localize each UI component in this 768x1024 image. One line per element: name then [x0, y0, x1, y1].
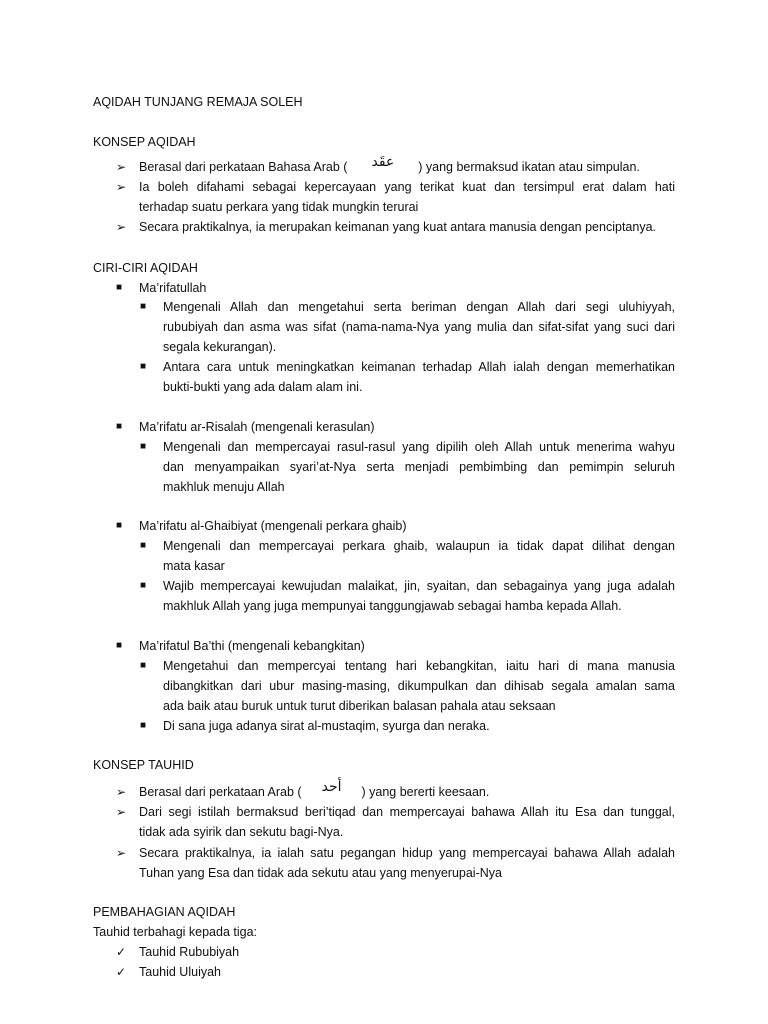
ciri-s2-a-line-1: Mengenali dan mempercayai rasul-rasul yang dipilih oleh Allah untuk menerima wahyu: [163, 440, 675, 454]
ciri-s1-b-line-1: Antara cara untuk meningkatkan keimanan terhadap Allah ialah dengan memerhatikan: [163, 360, 675, 374]
ciri-s1-b-line-2: bukti-bukti yang ada dalam alam ini.: [163, 380, 363, 394]
arrow-bullet-icon: ➢: [116, 160, 127, 174]
square-bullet-icon: ■: [140, 361, 147, 372]
ciri-section-4-title: Ma’rifatul Ba’thi (mengenali kebangkitan): [139, 639, 365, 653]
ciri-section-1-title: Ma’rifatullah: [139, 281, 207, 295]
item-text: Berasal dari perkataan Arab (: [139, 785, 302, 799]
arabic-word: عقَد: [371, 154, 395, 170]
ciri-ciri-heading: CIRI-CIRI AQIDAH: [93, 261, 198, 275]
square-bullet-icon: ■: [116, 520, 123, 531]
ciri-s1-a-line-3: segala kekurangan).: [163, 340, 277, 354]
ciri-s3-b-line-1: Wajib mempercayai kewujudan malaikat, jin, syaitan, dan sebagainya yang juga adalah: [163, 579, 675, 593]
item-text: ) yang bermaksud ikatan atau simpulan.: [418, 160, 640, 174]
konsep-tauhid-item-2-line-2: tidak ada syirik dan sekutu bagi-Nya.: [139, 825, 344, 839]
ciri-s2-a-line-2: dan menyampaikan syari’at-Nya serta menjadi pembimbing dan pemimpin seluruh: [163, 460, 675, 474]
ciri-section-2-title: Ma’rifatu ar-Risalah (mengenali kerasulan): [139, 420, 375, 434]
ciri-s4-a-line-1: Mengetahui dan mempercyai tentang hari kebangkitan, iaitu hari di mana manusia: [163, 659, 675, 673]
square-bullet-icon: ■: [116, 640, 123, 651]
konsep-tauhid-item-1: [139, 779, 490, 802]
square-bullet-icon: ■: [140, 540, 147, 551]
konsep-tauhid-item-3-line-1: Secara praktikalnya, ia ialah satu pegangan hidup yang mempercayai bahawa Allah adalah: [139, 846, 675, 860]
konsep-tauhid-item-2-line-1: Dari segi istilah bermaksud beri’tiqad dan mempercayai bahawa Allah itu Esa dan tunggal,: [139, 805, 675, 819]
ciri-s1-a-line-1: Mengenali Allah dan mengetahui serta beriman dengan Allah dari segi uluhiyyah,: [163, 300, 675, 314]
ciri-s3-a-line-1: Mengenali dan mempercayai perkara ghaib, walaupun ia tidak dapat dilihat dengan: [163, 539, 675, 553]
arrow-bullet-icon: ➢: [116, 180, 127, 194]
check-icon: ✓: [116, 965, 127, 979]
square-bullet-icon: ■: [116, 282, 123, 293]
arrow-bullet-icon: ➢: [116, 785, 127, 799]
square-bullet-icon: ■: [140, 301, 147, 312]
arrow-bullet-icon: ➢: [116, 805, 127, 819]
konsep-tauhid-item-3-line-2: Tuhan yang Esa dan tidak ada sekutu atau yang menyerupai-Nya: [139, 866, 502, 880]
konsep-aqidah-item-1: [139, 154, 640, 177]
ciri-s2-a-line-3: makhluk menuju Allah: [163, 480, 285, 494]
ciri-s3-a-line-2: mata kasar: [163, 559, 225, 573]
square-bullet-icon: ■: [140, 660, 147, 671]
konsep-aqidah-item-2-line-1: Ia boleh difahami sebagai kepercayaan yang terikat kuat dan tersimpul erat dalam hati: [139, 180, 675, 194]
check-icon: ✓: [116, 945, 127, 959]
pembahagian-item-1: Tauhid Rububiyah: [139, 945, 240, 959]
konsep-aqidah-item-2-line-2: terhadap suatu perkara yang tidak mungkin terurai: [139, 200, 419, 214]
ciri-s4-a-line-3: ada baik atau buruk untuk turut diberikan balasan pahala atau seksaan: [163, 699, 556, 713]
document-title: AQIDAH TUNJANG REMAJA SOLEH: [93, 95, 303, 109]
item-text: Berasal dari perkataan Bahasa Arab (: [139, 160, 348, 174]
arrow-bullet-icon: ➢: [116, 846, 127, 860]
pembahagian-intro: Tauhid terbahagi kepada tiga:: [93, 925, 258, 939]
square-bullet-icon: ■: [140, 580, 147, 591]
pembahagian-heading: PEMBAHAGIAN AQIDAH: [93, 905, 236, 919]
ciri-s4-b-line-1: Di sana juga adanya sirat al-mustaqim, syurga dan neraka.: [163, 719, 490, 733]
square-bullet-icon: ■: [140, 720, 147, 731]
ciri-s3-b-line-2: makhluk Allah yang juga mempunyai tanggungjawab sebagai hamba kepada Allah.: [163, 599, 622, 613]
ciri-section-3-title: Ma’rifatu al-Ghaibiyat (mengenali perkara ghaib): [139, 519, 407, 533]
square-bullet-icon: ■: [140, 441, 147, 452]
item-text: ) yang bererti keesaan.: [361, 785, 490, 799]
arabic-word: أحد: [321, 779, 342, 795]
pembahagian-item-2: Tauhid Uluiyah: [139, 965, 221, 979]
konsep-aqidah-heading: KONSEP AQIDAH: [93, 135, 196, 149]
square-bullet-icon: ■: [116, 421, 123, 432]
ciri-s1-a-line-2: rububiyah dan asma was sifat (nama-nama-Nya yang mulia dan sifat-sifat yang suci dari: [163, 320, 675, 334]
konsep-tauhid-heading: KONSEP TAUHID: [93, 758, 194, 772]
konsep-aqidah-item-3: Secara praktikalnya, ia merupakan keimanan yang kuat antara manusia dengan penciptanya.: [139, 220, 656, 234]
ciri-s4-a-line-2: dibangkitkan dari ubur masing-masing, dikumpulkan dan dihisab segala amalan sama: [163, 679, 675, 693]
arrow-bullet-icon: ➢: [116, 220, 127, 234]
